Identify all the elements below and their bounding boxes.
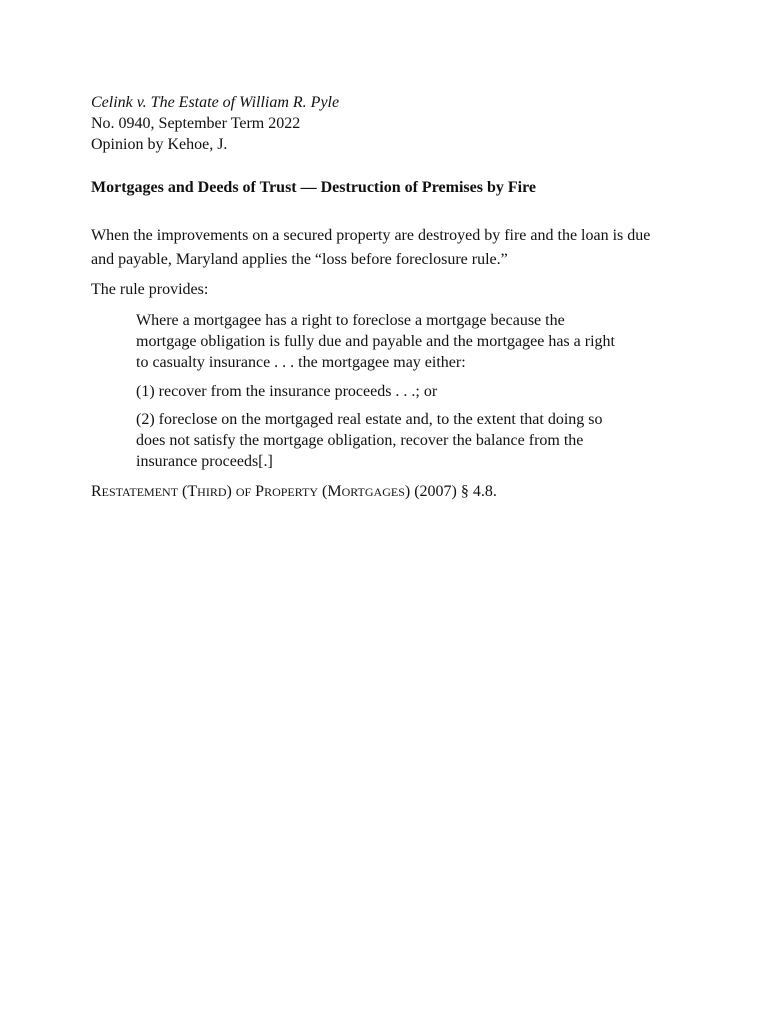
- opinion-author: Opinion by Kehoe, J.: [91, 136, 228, 153]
- citation-part: HIRD: [197, 485, 227, 499]
- block-quote-lead: [136, 310, 656, 373]
- quote-lead-line: Where a mortgagee has a right to foreclose a mortgage because the: [136, 312, 565, 329]
- block-quote-item-2: [136, 409, 656, 472]
- intro-line-1: When the improvements on a secured property are destroyed by fire and the loan is due: [91, 227, 651, 244]
- quote-lead-line: to casualty insurance . . . the mortgagee may either:: [136, 354, 466, 371]
- citation-part: R: [91, 483, 102, 500]
- intro-line-2: and payable, Maryland applies the “loss before foreclosure rule.”: [91, 251, 508, 268]
- docket-number: No. 0940, September Term 2022: [91, 115, 301, 132]
- quote-lead-line: mortgage obligation is fully due and payable and the mortgagee has a right: [136, 333, 615, 350]
- citation-part: ESTATEMENT: [101, 485, 179, 499]
- quote-item-line: does not satisfy the mortgage obligation, recover the balance from the: [136, 432, 584, 449]
- citation-part: (: [178, 483, 188, 500]
- citation-part: ): [226, 483, 236, 500]
- intro-paragraph: [91, 224, 691, 272]
- citation-part: P: [255, 483, 265, 500]
- citation-part: ORTGAGES: [341, 485, 405, 499]
- citation: [91, 481, 497, 503]
- citation-part: M: [327, 483, 342, 500]
- citation-part: ROPERTY: [264, 485, 319, 499]
- block-quote-item-1: (1) recover from the insurance proceeds . . .; or: [136, 383, 438, 400]
- citation-part: T: [187, 483, 198, 500]
- quote-item-line: insurance proceeds[.]: [136, 453, 273, 470]
- headnote-title: Mortgages and Deeds of Trust — Destruction of Premises by Fire: [91, 179, 536, 196]
- rule-provides-paragraph: The rule provides:: [91, 281, 209, 298]
- quote-item-line: (2) foreclose on the mortgaged real estate and, to the extent that doing so: [136, 411, 603, 428]
- case-name: Celink v. The Estate of William R. Pyle: [91, 94, 340, 111]
- citation-part: OF: [235, 485, 252, 499]
- citation-part: ) (2007) § 4.8.: [404, 483, 497, 500]
- case-caption: [91, 92, 339, 155]
- citation-part: (: [318, 483, 328, 500]
